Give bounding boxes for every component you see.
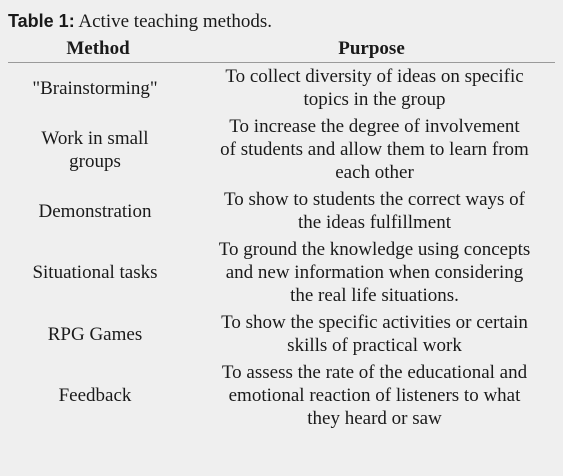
method-cell <box>8 186 188 236</box>
caption-label: Table 1: <box>8 11 75 31</box>
table-row <box>8 236 555 309</box>
purpose-cell <box>188 63 555 114</box>
purpose-text: To increase the degree of involvement <box>229 116 520 137</box>
table-row <box>8 186 555 236</box>
method-text: "Brainstorming" <box>32 77 158 99</box>
header-method: Method <box>8 36 188 63</box>
purpose-cell <box>188 236 555 309</box>
purpose-cell <box>188 309 555 359</box>
method-text: RPG Games <box>47 323 143 345</box>
method-cell <box>8 236 188 309</box>
purpose-text: each other <box>335 162 414 183</box>
method-cell <box>8 63 188 114</box>
purpose-cell <box>188 186 555 236</box>
purpose-text: of students and allow them to learn from <box>220 139 529 160</box>
method-cell <box>8 309 188 359</box>
method-text: Work in small <box>41 127 149 149</box>
method-text: Situational tasks <box>32 262 158 283</box>
table-row <box>8 309 555 359</box>
purpose-cell <box>188 359 555 432</box>
purpose-text: To assess the rate of the educational and <box>221 362 528 383</box>
caption-text: Active teaching methods. <box>78 11 273 32</box>
purpose-text: and new information when considering <box>225 262 524 283</box>
purpose-text: the real life situations. <box>290 285 459 306</box>
purpose-text: To show the specific activities or certain <box>221 312 528 333</box>
method-cell <box>8 359 188 432</box>
table-body <box>8 63 555 433</box>
methods-table <box>8 36 555 432</box>
purpose-text: they heard or saw <box>307 408 442 429</box>
method-text: Demonstration <box>38 200 152 222</box>
table-row <box>8 359 555 432</box>
purpose-text: To show to students the correct ways of <box>223 189 526 210</box>
table-row <box>8 63 555 114</box>
purpose-text: the ideas fulfillment <box>297 212 451 233</box>
table-caption <box>8 8 555 34</box>
purpose-cell <box>188 113 555 186</box>
table-row <box>8 113 555 186</box>
header-purpose: Purpose <box>188 36 555 63</box>
method-text: Feedback <box>58 385 132 406</box>
purpose-text: skills of practical work <box>287 335 462 356</box>
purpose-text: emotional reaction of listeners to what <box>228 385 521 406</box>
header-row <box>8 36 555 63</box>
purpose-text: To ground the knowledge using concepts <box>218 239 531 260</box>
purpose-text: topics in the group <box>303 89 446 110</box>
purpose-text: To collect diversity of ideas on specific <box>225 66 524 87</box>
method-cell <box>8 113 188 186</box>
method-text: groups <box>69 150 121 172</box>
